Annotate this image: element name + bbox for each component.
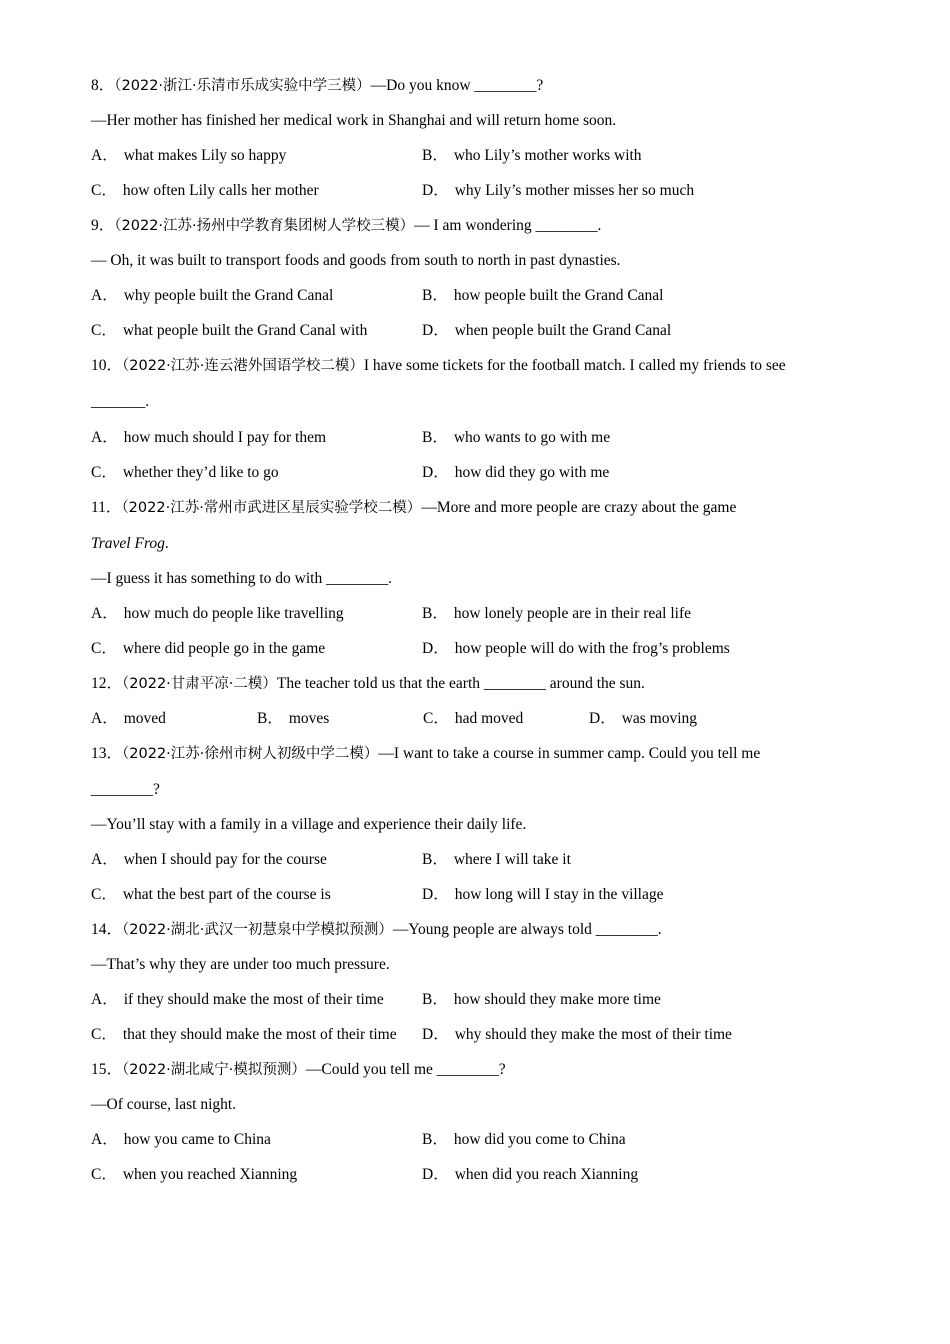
option-b[interactable]: B． how did you come to China xyxy=(422,1131,626,1148)
question-stem: —I want to take a course in summer camp. Could you tell me xyxy=(378,745,761,762)
question-number: 12． xyxy=(91,675,123,692)
option-d[interactable]: D． why should they make the most of their time xyxy=(422,1026,732,1043)
question-stem-continuation: _______. xyxy=(91,393,150,410)
question-source: （2022·浙江·乐清市乐成实验中学三模） xyxy=(114,78,371,94)
options-row xyxy=(91,988,871,1023)
question-stem: —Do you know ________? xyxy=(370,77,544,94)
options-row xyxy=(91,284,871,319)
question-number: 8． xyxy=(91,77,115,94)
question-reply: — Oh, it was built to transport foods and goods from south to north in past dynasties. xyxy=(91,252,621,269)
options-row xyxy=(91,848,871,883)
game-title: Travel Frog xyxy=(91,535,165,552)
question-number: 9． xyxy=(91,217,115,234)
option-d[interactable]: D． why Lily’s mother misses her so much xyxy=(422,182,695,199)
option-d[interactable]: D． when people built the Grand Canal xyxy=(422,322,672,339)
options-row xyxy=(91,707,871,742)
question-source: （2022·湖北·武汉一初慧泉中学模拟预测） xyxy=(122,922,393,938)
option-a[interactable]: A． how much should I pay for them xyxy=(91,429,327,446)
options-row xyxy=(91,461,871,496)
option-a[interactable]: A． what makes Lily so happy xyxy=(91,147,287,164)
question-number: 10． xyxy=(91,357,123,374)
question-number: 15． xyxy=(91,1061,123,1078)
question-stem: —Young people are always told ________. xyxy=(392,921,662,938)
option-a[interactable]: A． how you came to China xyxy=(91,1131,271,1148)
options-row xyxy=(91,179,871,214)
question-stem: — I am wondering ________. xyxy=(414,217,602,234)
options-row xyxy=(91,426,871,461)
question-stem-continuation: ________? xyxy=(91,781,160,798)
question-9 xyxy=(91,214,871,249)
option-c[interactable]: C． whether they’d like to go xyxy=(91,464,279,481)
question-stem-continuation: Travel Frog. xyxy=(91,535,169,552)
question-number: 14． xyxy=(91,921,123,938)
question-reply: —That’s why they are under too much pressure. xyxy=(91,956,390,973)
option-b[interactable]: B． how should they make more time xyxy=(422,991,661,1008)
option-b[interactable]: B． how people built the Grand Canal xyxy=(422,287,664,304)
question-12 xyxy=(91,672,871,707)
question-stem: —Could you tell me ________? xyxy=(305,1061,506,1078)
question-source: （2022·江苏·连云港外国语学校二模） xyxy=(122,358,364,374)
option-c[interactable]: C． had moved xyxy=(423,710,524,727)
option-d[interactable]: D． how long will I stay in the village xyxy=(422,886,664,903)
question-reply: —Her mother has finished her medical work in Shanghai and will return home soon. xyxy=(91,112,617,129)
option-b[interactable]: B． who Lily’s mother works with xyxy=(422,147,642,164)
question-list xyxy=(91,74,871,1198)
question-8 xyxy=(91,74,871,109)
question-14 xyxy=(91,918,871,953)
option-d[interactable]: D． how people will do with the frog’s problems xyxy=(422,640,730,657)
question-source: （2022·江苏·常州市武进区星辰实验学校二模） xyxy=(121,500,422,516)
question-source: （2022·甘肃平凉·二模） xyxy=(122,676,277,692)
question-reply: —I guess it has something to do with ________. xyxy=(91,570,392,587)
question-11 xyxy=(91,496,871,532)
option-c[interactable]: C． what people built the Grand Canal with xyxy=(91,322,368,339)
option-a[interactable]: A． moved xyxy=(91,710,166,727)
options-row xyxy=(91,602,871,637)
options-row xyxy=(91,1023,871,1058)
options-row xyxy=(91,1128,871,1163)
option-c[interactable]: C． how often Lily calls her mother xyxy=(91,182,319,199)
options-row xyxy=(91,883,871,918)
question-source: （2022·江苏·扬州中学教育集团树人学校三模） xyxy=(114,218,415,234)
question-15 xyxy=(91,1058,871,1093)
question-reply: —Of course, last night. xyxy=(91,1096,237,1113)
options-row xyxy=(91,319,871,354)
question-source: （2022·江苏·徐州市树人初级中学二模） xyxy=(122,746,379,762)
option-d[interactable]: D． when did you reach Xianning xyxy=(422,1166,639,1183)
question-reply: —You’ll stay with a family in a village and experience their daily life. xyxy=(91,816,527,833)
question-stem: The teacher told us that the earth ________ around the sun. xyxy=(276,675,645,692)
option-d[interactable]: D． how did they go with me xyxy=(422,464,610,481)
option-b[interactable]: B． who wants to go with me xyxy=(422,429,611,446)
option-c[interactable]: C． where did people go in the game xyxy=(91,640,326,657)
question-stem: I have some tickets for the football match. I called my friends to see xyxy=(363,357,786,374)
question-number: 11． xyxy=(91,499,122,516)
option-c[interactable]: C． what the best part of the course is xyxy=(91,886,331,903)
option-d[interactable]: D． was moving xyxy=(589,710,698,727)
question-13 xyxy=(91,742,871,778)
option-b[interactable]: B． moves xyxy=(257,710,330,727)
option-a[interactable]: A． when I should pay for the course xyxy=(91,851,327,868)
option-b[interactable]: B． how lonely people are in their real life xyxy=(422,605,691,622)
option-c[interactable]: C． that they should make the most of their time xyxy=(91,1026,397,1043)
options-row xyxy=(91,637,871,672)
question-number: 13． xyxy=(91,745,123,762)
option-a[interactable]: A． why people built the Grand Canal xyxy=(91,287,334,304)
option-a[interactable]: A． if they should make the most of their time xyxy=(91,991,384,1008)
question-10 xyxy=(91,354,871,390)
option-b[interactable]: B． where I will take it xyxy=(422,851,571,868)
option-a[interactable]: A． how much do people like travelling xyxy=(91,605,344,622)
question-stem: —More and more people are crazy about the game xyxy=(421,499,737,516)
options-row xyxy=(91,144,871,179)
options-row xyxy=(91,1163,871,1198)
question-source: （2022·湖北咸宁·模拟预测） xyxy=(122,1062,306,1078)
option-c[interactable]: C． when you reached Xianning xyxy=(91,1166,298,1183)
